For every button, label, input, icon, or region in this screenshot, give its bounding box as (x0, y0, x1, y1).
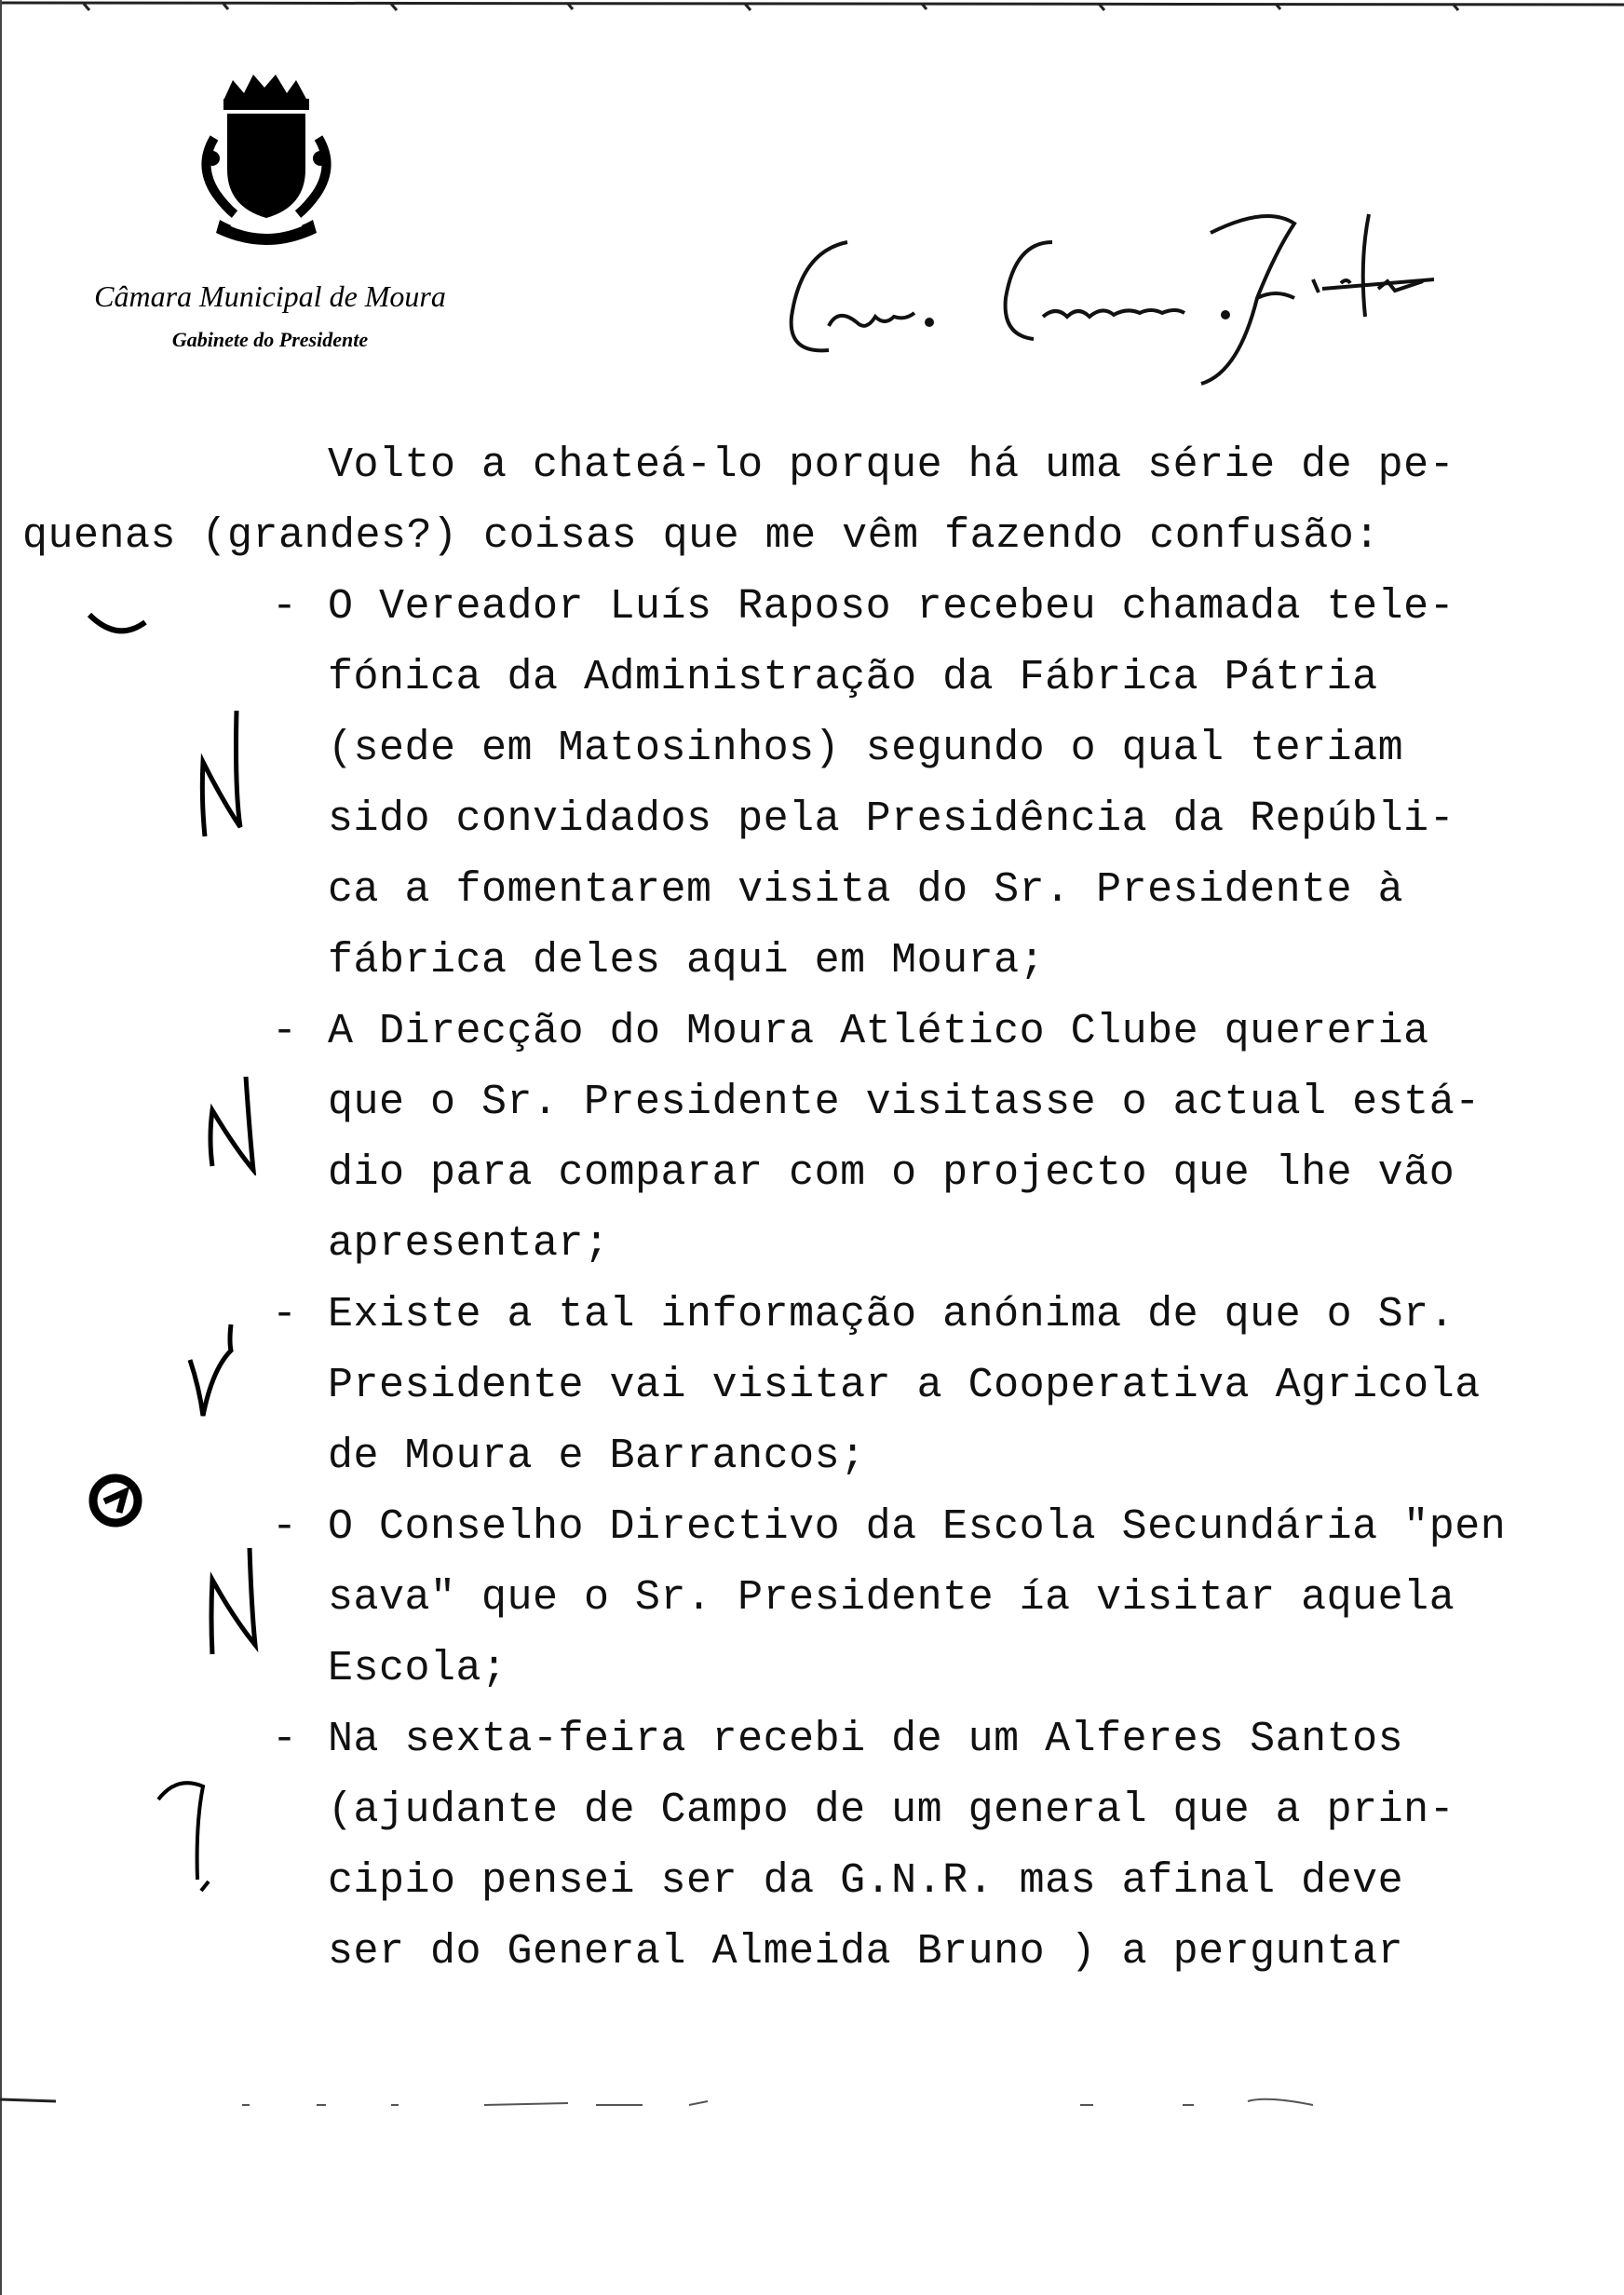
item-dash: - (272, 1716, 298, 1763)
municipal-coat-of-arms-icon (186, 73, 345, 259)
office-name: Gabinete do Presidente (171, 328, 369, 351)
item-4-line: Escola; (328, 1645, 508, 1692)
item-1-line: ca a fomentarem visita do Sr. Presidente à (328, 866, 1404, 914)
item-3-line: de Moura e Barrancos; (328, 1433, 866, 1480)
page-left-edge (0, 0, 7, 2295)
handwritten-n-mark-icon (186, 706, 270, 846)
handwritten-question-mark-icon (149, 1773, 233, 1904)
circled-arrow-mark-icon (78, 1468, 153, 1533)
item-5-line: cipio pensei ser da G.N.R. mas afinal deve (328, 1857, 1404, 1905)
item-2-line: apresentar; (328, 1220, 610, 1268)
page-bottom-edge (0, 2096, 1624, 2114)
handwritten-n-mark-icon (177, 1323, 251, 1425)
item-dash: - (272, 583, 298, 631)
item-1-line: (sede em Matosinhos) segundo o qual teriam (328, 725, 1404, 772)
item-1-line: O Vereador Luís Raposo recebeu chamada tele- (328, 583, 1455, 631)
item-2-line: dio para comparar com o projecto que lhe vão (328, 1149, 1455, 1197)
item-2-line: A Direcção do Moura Atlético Clube quereria (328, 1008, 1429, 1055)
handwritten-n-mark-icon (196, 1542, 279, 1664)
item-1-line: fábrica deles aqui em Moura; (328, 937, 1046, 985)
item-1-line: sido convidados pela Presidência da Repúbli- (328, 795, 1455, 843)
org-name: Câmara Municipal de Moura (94, 279, 446, 313)
handwritten-salutation (764, 205, 1509, 391)
item-5-line: Na sexta-feira recebi de um Alferes Santos (328, 1716, 1404, 1763)
checkmark-arc-icon (82, 605, 156, 643)
handwritten-n-mark-icon (196, 1073, 279, 1175)
item-dash: - (272, 1291, 298, 1338)
intro-line-2: quenas (grandes?) coisas que me vêm fazendo confusão: (22, 512, 1380, 560)
intro-line-1: Volto a chateá-lo porque há uma série de pe- (328, 441, 1455, 489)
item-dash: - (272, 1503, 298, 1551)
item-4-line: O Conselho Directivo da Escola Secundária "pen (328, 1503, 1507, 1551)
item-5-line: (ajudante de Campo de um general que a prin- (328, 1786, 1455, 1834)
item-2-line: que o Sr. Presidente visitasse o actual está- (328, 1079, 1481, 1126)
item-1-line: fónica da Administração da Fábrica Pátria (328, 654, 1378, 701)
item-4-line: sava" que o Sr. Presidente ía visitar aquela (328, 1574, 1455, 1622)
item-3-line: Presidente vai visitar a Cooperativa Agricola (328, 1362, 1481, 1409)
item-5-line: ser do General Almeida Bruno ) a perguntar (328, 1928, 1404, 1976)
item-dash: - (272, 1008, 298, 1055)
item-3-line: Existe a tal informação anónima de que o Sr. (328, 1291, 1455, 1338)
page-top-edge (0, 0, 1624, 13)
